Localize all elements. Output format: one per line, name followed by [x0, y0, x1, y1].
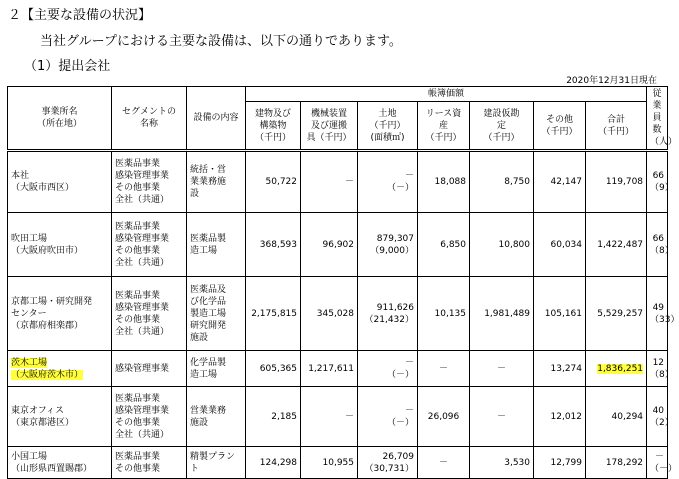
construction-cell: 8,750 [470, 151, 534, 213]
land-cell: 911,626 （21,432） [358, 277, 418, 351]
lease-cell: － [418, 447, 470, 479]
employees-cell: 12 （8） [647, 351, 668, 387]
header-other: その他 （千円） [534, 102, 586, 151]
segment-cell: 医薬品事業 感染管理事業 その他事業 全社（共通） [112, 277, 187, 351]
total-cell: 178,292 [586, 447, 647, 479]
header-employees: 従業 員数 （人） [647, 87, 668, 151]
lease-cell: 10,135 [418, 277, 470, 351]
location-cell [8, 351, 112, 387]
buildings-cell: 605,365 [246, 351, 301, 387]
header-location: 事業所名 （所在地） [8, 87, 112, 151]
machinery-cell: 10,955 [301, 447, 358, 479]
employees-cell: 40 （2） [647, 387, 668, 447]
lease-cell: 26,096 [418, 387, 470, 447]
other-cell: 12,012 [534, 387, 586, 447]
header-buildings: 建物及び 構築物 （千円） [246, 102, 301, 151]
total-cell [586, 351, 647, 387]
segment-cell: 医薬品事業 感染管理事業 その他事業 全社（共通） [112, 387, 187, 447]
header-lease: リース資 産 （千円） [418, 102, 470, 151]
table-row [8, 277, 668, 351]
land-cell: 879,307 （9,000） [358, 213, 418, 277]
construction-cell: － [470, 387, 534, 447]
facility-cell: 化学品製 造工場 [187, 351, 246, 387]
location-cell: 吹田工場 （大阪府吹田市） [8, 213, 112, 277]
machinery-cell: 345,028 [301, 277, 358, 351]
buildings-cell: 124,298 [246, 447, 301, 479]
table-row [8, 151, 668, 213]
other-cell: 105,161 [534, 277, 586, 351]
header-segment: セグメントの 名称 [112, 87, 187, 151]
header-construction: 建設仮勘 定 （千円） [470, 102, 534, 151]
construction-cell: 3,530 [470, 447, 534, 479]
section-heading: ２【主要な設備の状況】 [8, 8, 152, 23]
buildings-cell: 2,185 [246, 387, 301, 447]
land-cell: － （－） [358, 387, 418, 447]
land-cell: － （－） [358, 351, 418, 387]
segment-cell: 医薬品事業 感染管理事業 その他事業 全社（共通） [112, 213, 187, 277]
lease-cell: 6,850 [418, 213, 470, 277]
facility-cell: 医薬品製 造工場 [187, 213, 246, 277]
machinery-cell: － [301, 151, 358, 213]
construction-cell: 10,800 [470, 213, 534, 277]
employees-cell: － （－） [647, 447, 668, 479]
lease-cell: 18,088 [418, 151, 470, 213]
segment-cell: 医薬品事業 感染管理事業 その他事業 全社（共通） [112, 151, 187, 213]
location-cell: 本社 （大阪市西区） [8, 151, 112, 213]
construction-cell: － [470, 351, 534, 387]
other-cell: 42,147 [534, 151, 586, 213]
table-row [8, 351, 668, 387]
segment-cell: 感染管理事業 [112, 351, 187, 387]
facilities-table [7, 86, 679, 479]
subsection-heading: （1）提出会社 [24, 59, 111, 74]
location-cell: 小国工場 （山形県西置賜郡） [8, 447, 112, 479]
highlight-mark: （大阪府茨木市） [11, 369, 84, 380]
lease-cell: － [418, 351, 470, 387]
table-row [8, 447, 668, 479]
employees-cell: 66 （8） [647, 213, 668, 277]
machinery-cell: － [301, 387, 358, 447]
highlight-mark: 1,836,251 [597, 363, 644, 374]
as-of-date: 2020年12月31日現在 [566, 76, 657, 86]
other-cell: 60,034 [534, 213, 586, 277]
total-cell: 40,294 [586, 387, 647, 447]
buildings-cell: 368,593 [246, 213, 301, 277]
total-cell: 5,529,257 [586, 277, 647, 351]
header-facility: 設備の内容 [187, 87, 246, 151]
employees-cell: 49 （33） [647, 277, 668, 351]
table-row [8, 387, 668, 447]
buildings-cell: 50,722 [246, 151, 301, 213]
buildings-cell: 2,175,815 [246, 277, 301, 351]
segment-cell: 医薬品事業 その他事業 [112, 447, 187, 479]
construction-cell: 1,981,489 [470, 277, 534, 351]
section-intro: 当社グループにおける主要な設備は、以下の通りであります。 [40, 34, 402, 49]
header-book-value: 帳簿価額 [246, 87, 647, 102]
total-cell: 1,422,487 [586, 213, 647, 277]
total-cell: 119,708 [586, 151, 647, 213]
location-cell: 京都工場・研究開発 センター （京都府相楽郡） [8, 277, 112, 351]
facility-cell: 精製プラン ト [187, 447, 246, 479]
header-land: 土地 （千円） (面積㎡) [358, 102, 418, 151]
machinery-cell: 1,217,611 [301, 351, 358, 387]
highlight-mark: 茨木工場 [11, 357, 48, 368]
land-cell: 26,709 （30,731） [358, 447, 418, 479]
facility-cell: 医薬品及 び化学品 製造工場 研究開発 施設 [187, 277, 246, 351]
machinery-cell: 96,902 [301, 213, 358, 277]
header-machinery: 機械装置 及び運搬 具（千円） [301, 102, 358, 151]
header-total: 合計 （千円） [586, 102, 647, 151]
location-cell: 東京オフィス （東京都港区） [8, 387, 112, 447]
other-cell: 13,274 [534, 351, 586, 387]
employees-cell: 66 （9） [647, 151, 668, 213]
header-row-top [8, 87, 668, 102]
land-cell: － （－） [358, 151, 418, 213]
other-cell: 12,799 [534, 447, 586, 479]
facility-cell: 営業業務 施設 [187, 387, 246, 447]
facility-cell: 統括・営 業業務施 設 [187, 151, 246, 213]
table-row [8, 213, 668, 277]
